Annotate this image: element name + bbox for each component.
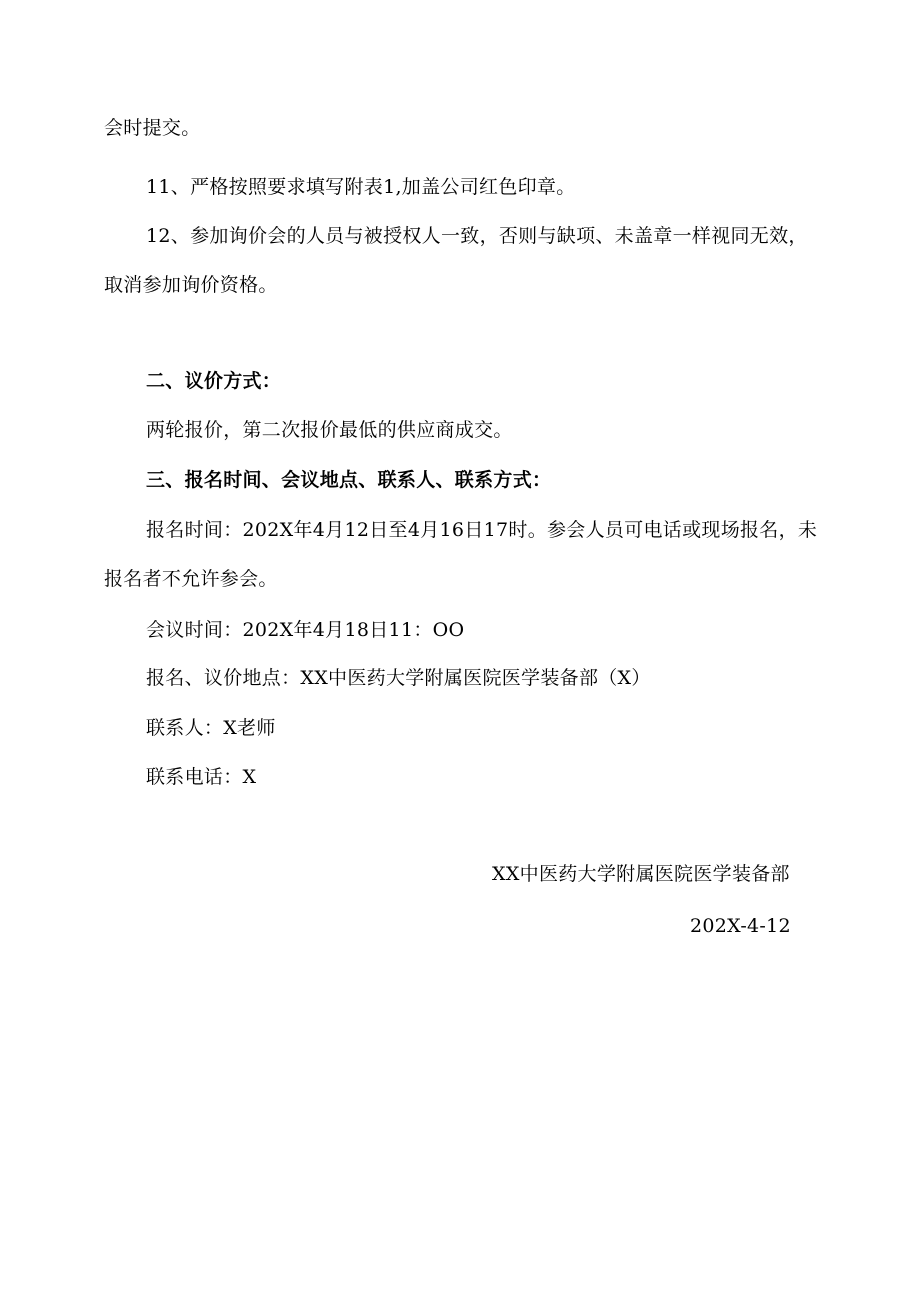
item-12-line1: 12、参加询价会的人员与被授权人一致，否则与缺项、未盖章一样视同无效， <box>146 225 808 247</box>
registration-time-line1: 报名时间：202X年4月12日至4月16日17时。参会人员可电话或现场报名，未 <box>146 519 818 541</box>
section3-heading: 三、报名时间、会议地点、联系人、联系方式： <box>146 469 552 491</box>
meeting-location: 报名、议价地点：XX中医药大学附属医院医学装备部（X） <box>146 667 651 689</box>
registration-time-line2: 报名者不允许参会。 <box>104 568 278 590</box>
contact-person: 联系人：X老师 <box>146 717 276 739</box>
document-date: 202X-4-12 <box>690 915 791 937</box>
paragraph-continuation: 会时提交。 <box>104 117 201 139</box>
signature: XX中医药大学附属医院医学装备部 <box>492 863 790 885</box>
contact-phone: 联系电话：X <box>146 766 257 788</box>
item-11: 11、严格按照要求填写附表1,加盖公司红色印章。 <box>146 176 576 198</box>
section2-text: 两轮报价，第二次报价最低的供应商成交。 <box>146 419 513 441</box>
item-12-line2: 取消参加询价资格。 <box>104 274 278 296</box>
meeting-time: 会议时间：202X年4月18日11：OO <box>146 619 465 641</box>
section2-heading: 二、议价方式： <box>146 370 282 392</box>
